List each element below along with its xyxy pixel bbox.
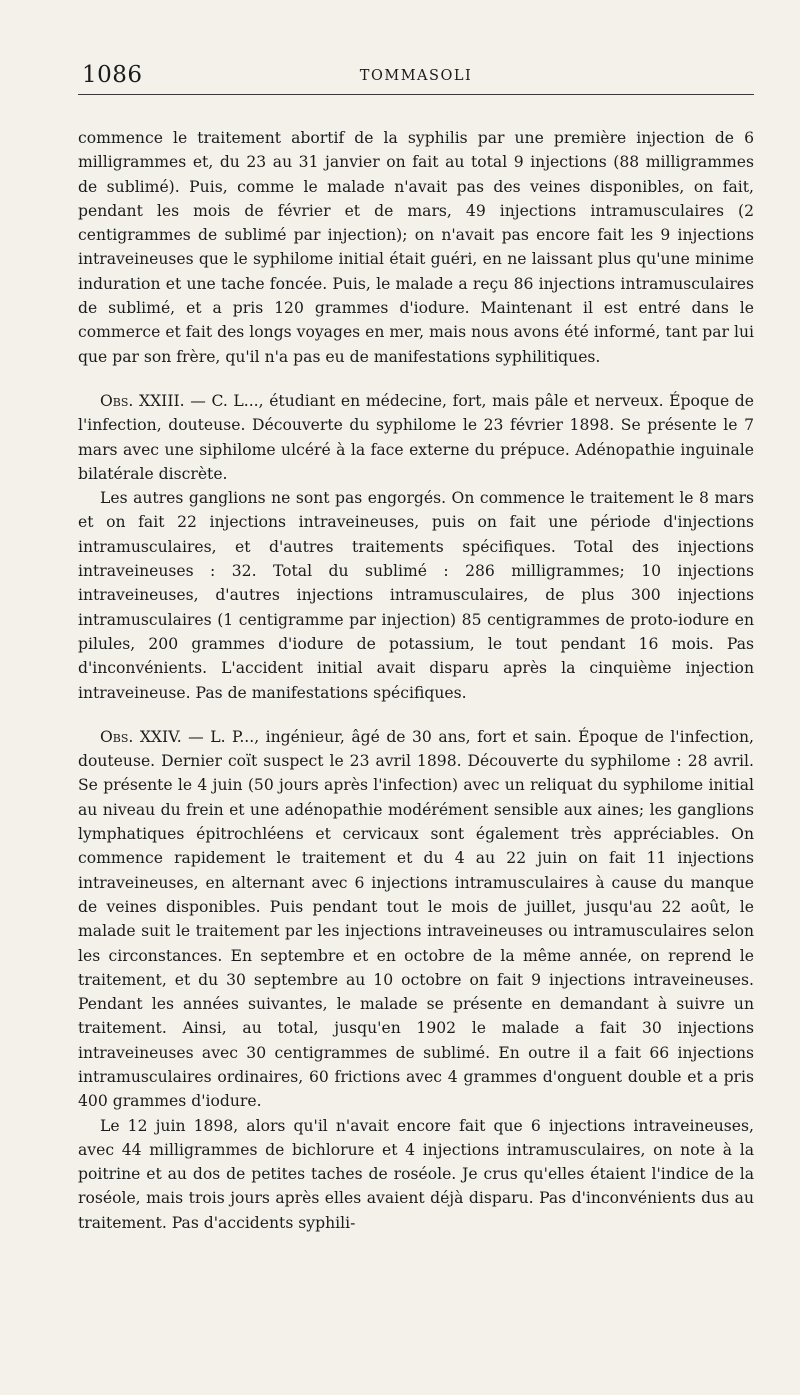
- paragraph-obs-xxiii: [78, 389, 754, 486]
- body-text: [78, 126, 754, 1235]
- paragraph-continuation: commence le traitement abortif de la syphilis par une première injection de 6 milligrammes et, du 23 au 31 janvier on fait au total 9 injections (88 milligrammes de sublimé). Puis, comme le malade n'avait pas des veines disponibles, on fait, pendant les mois de février et de mars, 49 injections intramusculaires (2 centigrammes de sublimé par injection); on n'avait pas encore fait les 9 injections intraveineuses que le syphilome initial était guéri, en ne laissant plus qu'une minime induration et une tache foncée. Puis, le malade a reçu 86 injections intramusculaires de sublimé, et a pris 120 grammes d'iodure. Maintenant il est entré dans le commerce et fait des longs voyages en mer, mais nous avons été informé, tant par lui que par son frère, qu'il n'a pas eu de manifestations syphilitiques.: [78, 129, 754, 366]
- observation-label: Obs. XXIII.: [100, 391, 185, 410]
- paragraph-text: — C. L..., étudiant en médecine, fort, mais pâle et nerveux. Époque de l'infection, douteuse. Découverte du syphilome le 23 février 1898. Se présente le 7 mars avec une siphilome ulcéré à la face externe du prépuce. Adénopathie inguinale bilatérale discrète.: [78, 391, 754, 483]
- paragraph-obs-xxiii-continued: Les autres ganglions ne sont pas engorgés. On commence le traitement le 8 mars et on fait 22 injections intraveineuses, puis on fait une période d'injections intramusculaires, et d'autres traitements spécifiques. Total des injections intraveineuses : 32. Total du sublimé : 286 milligrammes; 10 injections intraveineuses, d'autres injections intramusculaires, de plus 300 injections intramusculaires (1 centigramme par injection) 85 centigrammes de proto-iodure en pilules, 200 grammes d'iodure de potassium, le tout pendant 16 mois. Pas d'inconvénients. L'accident initial avait disparu après la cinquième injection intraveineuse. Pas de manifestations spécifiques.: [78, 489, 754, 702]
- book-page: [78, 58, 754, 1378]
- page-number: 1086: [82, 62, 143, 88]
- observation-label: Obs. XXIV.: [100, 727, 182, 746]
- paragraph-obs-xxiv: [78, 725, 754, 1114]
- paragraph-obs-xxiv-continued: Le 12 juin 1898, alors qu'il n'avait encore fait que 6 injections intraveineuses, avec 44 milligrammes de bichlorure et 4 injections intramusculaires, on note à la poitrine et au dos de petites taches de roséole. Je crus qu'elles étaient l'indice de la roséole, mais trois jours après elles avaient déjà disparu. Pas d'inconvénients dus au traitement. Pas d'accidents syphili-: [78, 1116, 754, 1232]
- page-header: [78, 58, 754, 95]
- paragraph-text: — L. P..., ingénieur, âgé de 30 ans, fort et sain. Époque de l'infection, douteuse. Dernier coït suspect le 23 avril 1898. Découverte du syphilome : 28 avril. Se présente le 4 juin (50 jours après l'infection) avec un reliquat du syphilome initial au niveau du frein et une adénopathie modérément sensible aux aines; les ganglions lymphatiques épitrochléens et cervicaux sont également très appréciables. On commence rapidement le traitement et du 4 au 22 juin on fait 11 injections intraveineuses, en alternant avec 6 injections intramusculaires à cause du manque de veines disponibles. Puis pendant tout le mois de juillet, jusqu'au 22 août, le malade suit le traitement par les injections intraveineuses ou intramusculaires selon les circonstances. En septembre et en octobre de la même année, on reprend le traitement, et du 30 septembre au 10 octobre on fait 9 injections intraveineuses. Pendant les années suivantes, le malade se présente en demandant à suivre un traitement. Ainsi, au total, jusqu'en 1902 le malade a fait 30 injections intraveineuses avec 30 centigrammes de sublimé. En outre il a fait 66 injections intramusculaires ordinaires, 60 frictions avec 4 grammes d'onguent double et a pris 400 grammes d'iodure.: [78, 727, 754, 1111]
- running-title: TOMMASOLI: [359, 68, 473, 84]
